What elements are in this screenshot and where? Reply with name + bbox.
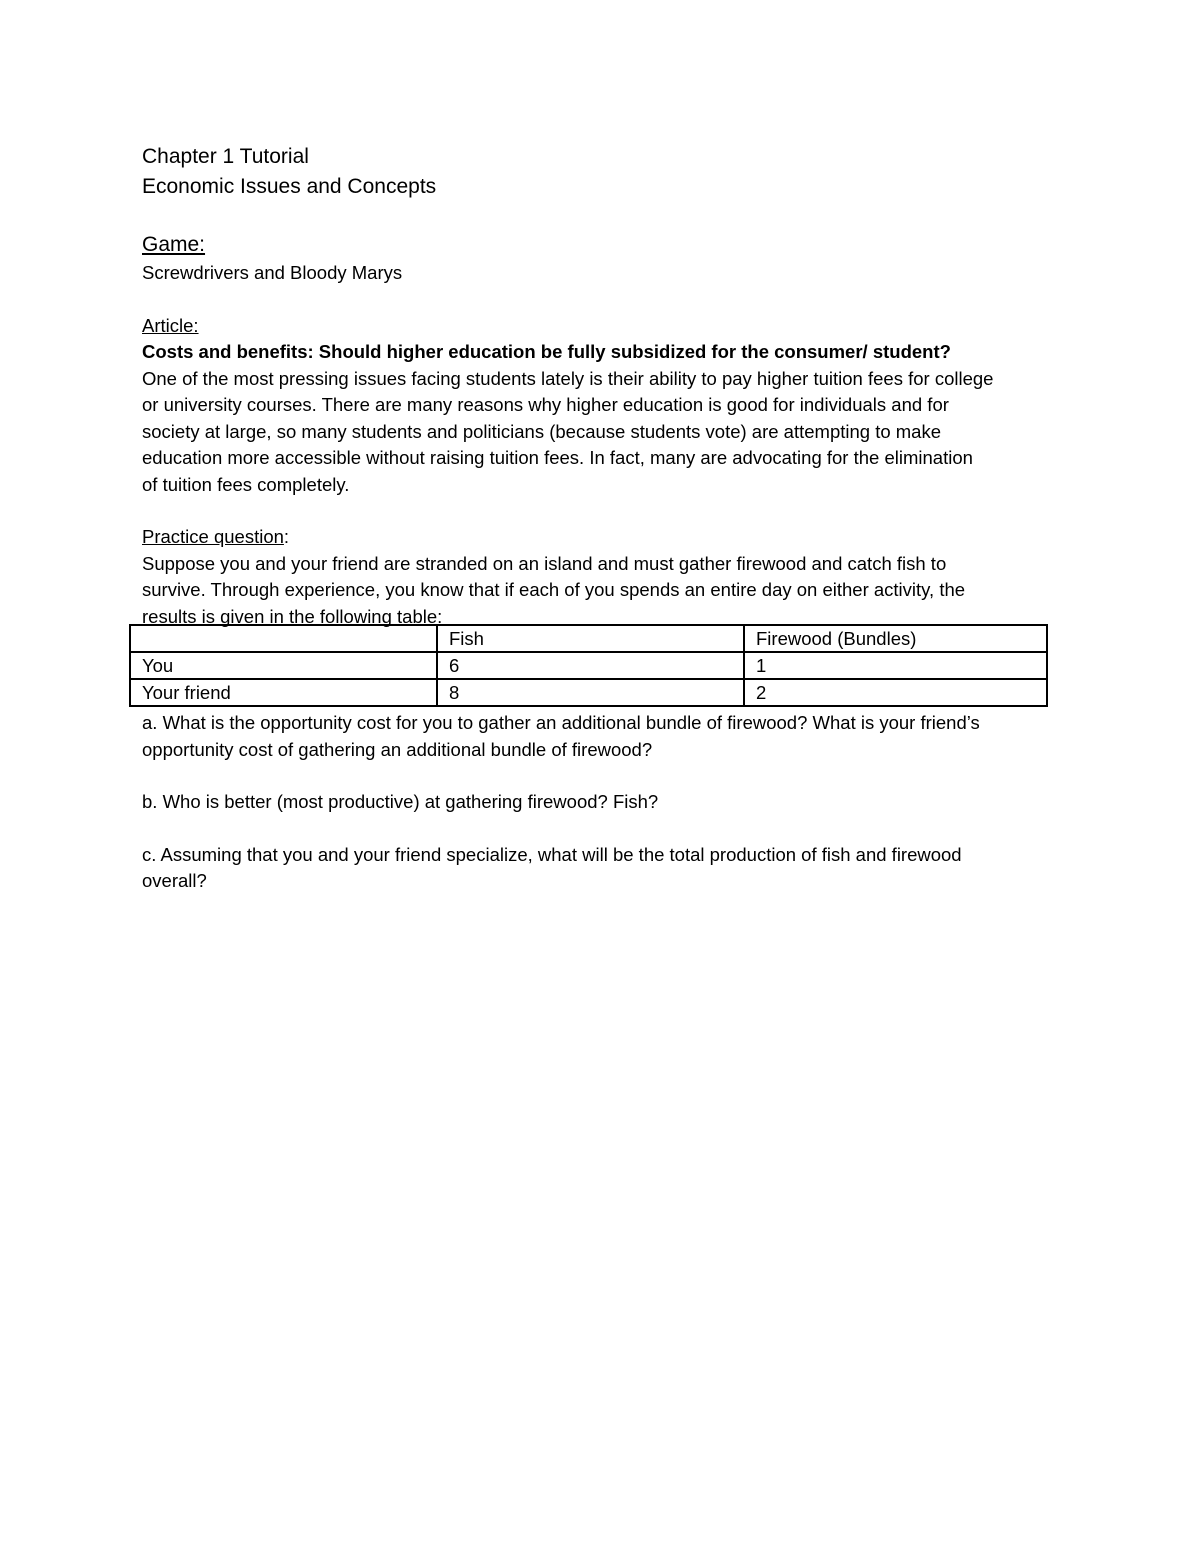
- table-header-cell: Fish: [437, 625, 744, 652]
- table-row: [130, 679, 1047, 706]
- table-header-cell: Firewood (Bundles): [744, 625, 1047, 652]
- practice-label: Practice question: [142, 526, 284, 547]
- document-title: Chapter 1 Tutorial: [142, 145, 309, 168]
- production-table: [129, 624, 1048, 707]
- question-c-line: overall?: [142, 870, 207, 891]
- question-a-line: a. What is the opportunity cost for you to gather an additional bundle of firewood? What is your friend’s: [142, 712, 980, 733]
- article-line: One of the most pressing issues facing students lately is their ability to pay higher tuition fees for college: [142, 367, 994, 389]
- article-line: society at large, so many students and politicians (because students vote) are attempting to make: [142, 420, 942, 442]
- table-cell: Your friend: [130, 679, 437, 706]
- question-b: b. Who is better (most productive) at gathering firewood? Fish?: [142, 791, 659, 812]
- spacer: [142, 202, 1052, 230]
- article-label: Article:: [142, 314, 199, 336]
- spacer: [142, 498, 1052, 524]
- article-line: or university courses. There are many reasons why higher education is good for individuals and for: [142, 394, 949, 415]
- practice-line: survive. Through experience, you know that if each of you spends an entire day on either activity, the: [142, 579, 966, 600]
- practice-line: results is given in the following table:: [142, 605, 443, 627]
- article-line: education more accessible without raising tuition fees. In fact, many are advocating for the elimination: [142, 447, 973, 468]
- article-heading: Costs and benefits: Should higher education be fully subsidized for the consumer/ student?: [142, 341, 951, 362]
- table-cell: 6: [437, 652, 744, 679]
- document-subtitle: Economic Issues and Concepts: [142, 175, 437, 198]
- game-name: Screwdrivers and Bloody Marys: [142, 262, 403, 283]
- table-cell: 8: [437, 679, 744, 706]
- spacer: [142, 763, 1057, 789]
- article-line: of tuition fees completely.: [142, 473, 350, 495]
- practice-line: Suppose you and your friend are stranded on an island and must gather firewood and catch fish to: [142, 552, 947, 574]
- table-cell: 1: [744, 652, 1047, 679]
- spacer: [142, 816, 1057, 842]
- practice-label-colon: :: [283, 526, 290, 547]
- questions-section: [142, 710, 1057, 895]
- table-row: [130, 652, 1047, 679]
- practice-label-line: [142, 524, 1052, 551]
- table-header-cell: [130, 625, 437, 652]
- table-header-row: [130, 625, 1047, 652]
- document-page: [142, 142, 1052, 630]
- spacer: [142, 287, 1052, 313]
- game-label: Game:: [142, 233, 206, 256]
- table-cell: 2: [744, 679, 1047, 706]
- table-cell: You: [130, 652, 437, 679]
- question-a-line: opportunity cost of gathering an additional bundle of firewood?: [142, 738, 653, 760]
- question-c-line: c. Assuming that you and your friend specialize, what will be the total production of fish and firewood: [142, 843, 962, 865]
